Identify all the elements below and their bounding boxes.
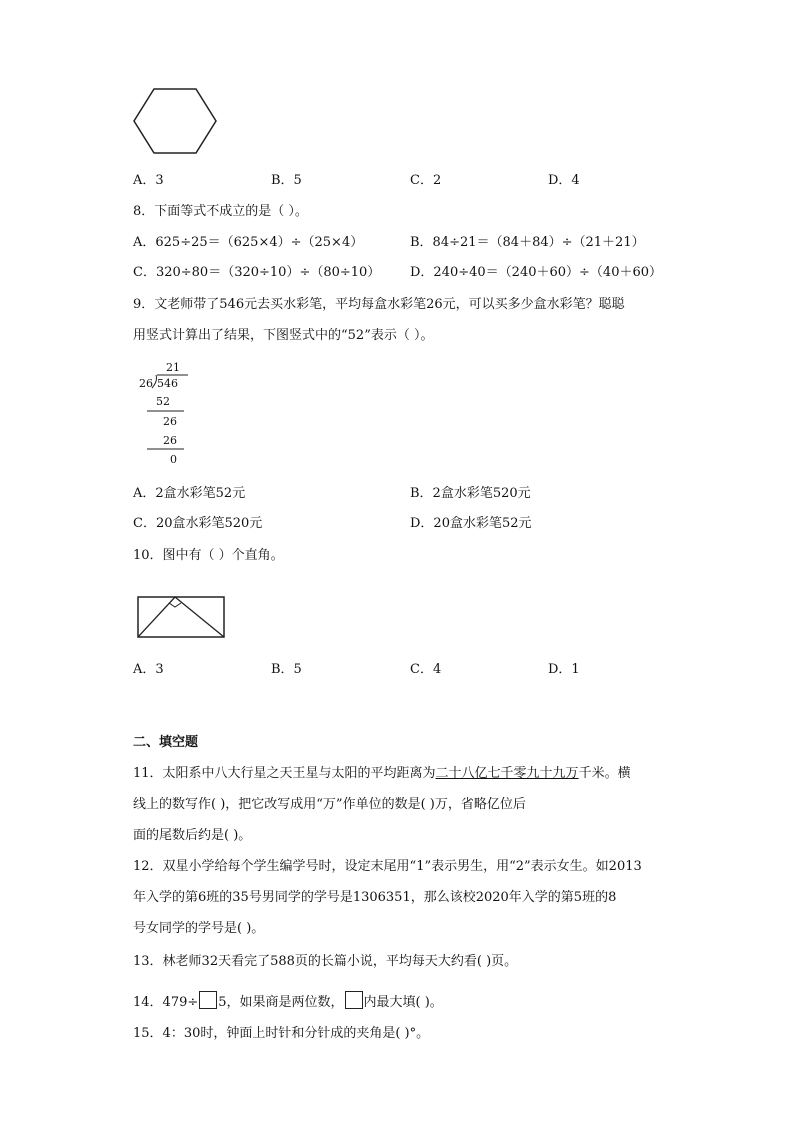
q10-option-a[interactable]: A．3 — [133, 662, 164, 677]
q9-stem-line1: 9．文老师带了546元去买水彩笔，平均每盒水彩笔26元，可以买多少盒水彩笔？聪聪 — [133, 297, 625, 312]
blank-box-icon — [199, 991, 217, 1009]
q10-stem: 10．图中有（ ）个直角。 — [133, 548, 284, 563]
q10-option-c[interactable]: C．4 — [410, 662, 442, 677]
division-step3: 26 — [163, 434, 177, 447]
q7-option-a[interactable]: A．3 — [133, 173, 164, 188]
section-title-fill-in: 二、填空题 — [133, 735, 199, 750]
q8-option-d[interactable]: D．240÷40＝（240＋60）÷（40＋60） — [410, 265, 663, 280]
division-divisor: 26 — [139, 377, 153, 390]
division-remainder: 0 — [170, 453, 177, 466]
q7-option-c[interactable]: C．2 — [410, 173, 442, 188]
q9-option-c[interactable]: C．20盒水彩笔520元 — [133, 516, 263, 531]
q10-option-b[interactable]: B．5 — [271, 662, 302, 677]
q15-text: 15．4：30时，钟面上时针和分针成的夹角是( )°。 — [133, 1026, 430, 1041]
division-dividend: 546 — [157, 377, 178, 390]
hexagon-figure — [130, 86, 220, 158]
q11-underlined-number: 二十八亿七千零九十九万 — [435, 766, 579, 781]
q13-text: 13．林老师32天看完了588页的长篇小说，平均每天大约看( )页。 — [133, 954, 518, 969]
division-step1: 52 — [156, 395, 170, 408]
q8-option-c[interactable]: C．320÷80＝（320÷10）÷（80÷10） — [133, 265, 381, 280]
q7-option-b[interactable]: B．5 — [271, 173, 302, 188]
q11-line2: 线上的数写作( )，把它改写成用“万”作单位的数是( )万，省略亿位后 — [133, 797, 526, 812]
q12-line2: 年入学的第6班的35号男同学的学号是1306351，那么该校2020年入学的第5班的8 — [133, 890, 617, 905]
right-angle-rectangle-figure — [136, 594, 228, 640]
q8-stem: 8．下面等式不成立的是（ ）。 — [133, 204, 308, 219]
q8-option-a[interactable]: A．625÷25＝（625×4）÷（25×4） — [133, 235, 364, 250]
division-step2: 26 — [163, 415, 177, 428]
q14-part1: 14．479÷ — [133, 995, 199, 1010]
q11-line1-post: 千米。横 — [578, 766, 631, 781]
q14-part2: 5，如果商是两位数， — [218, 995, 344, 1010]
q12-line3: 号女同学的学号是( )。 — [133, 921, 265, 936]
q14-text — [133, 991, 443, 1009]
q9-option-a[interactable]: A．2盒水彩笔52元 — [133, 486, 246, 501]
q11-line3: 面的尾数后约是( )。 — [133, 828, 252, 843]
q9-option-b[interactable]: B．2盒水彩笔520元 — [410, 486, 531, 501]
blank-box-icon — [345, 991, 363, 1009]
long-division-figure — [130, 358, 200, 470]
q11-line1 — [133, 767, 631, 780]
q10-option-d[interactable]: D．1 — [548, 662, 580, 677]
q11-line1-pre: 11．太阳系中八大行星之天王星与太阳的平均距离为 — [133, 766, 436, 781]
q14-part3: 内最大填( )。 — [363, 995, 443, 1010]
division-quotient: 21 — [166, 361, 180, 374]
q12-line1: 12．双星小学给每个学生编学号时，设定末尾用“1”表示男生，用“2”表示女生。如2013 — [133, 859, 642, 874]
q9-stem-line2: 用竖式计算出了结果，下图竖式中的“52”表示（ ）。 — [133, 328, 434, 343]
q7-option-d[interactable]: D．4 — [548, 173, 580, 188]
q8-option-b[interactable]: B．84÷21＝（84＋84）÷（21＋21） — [410, 235, 645, 250]
q9-option-d[interactable]: D．20盒水彩笔52元 — [410, 516, 532, 531]
